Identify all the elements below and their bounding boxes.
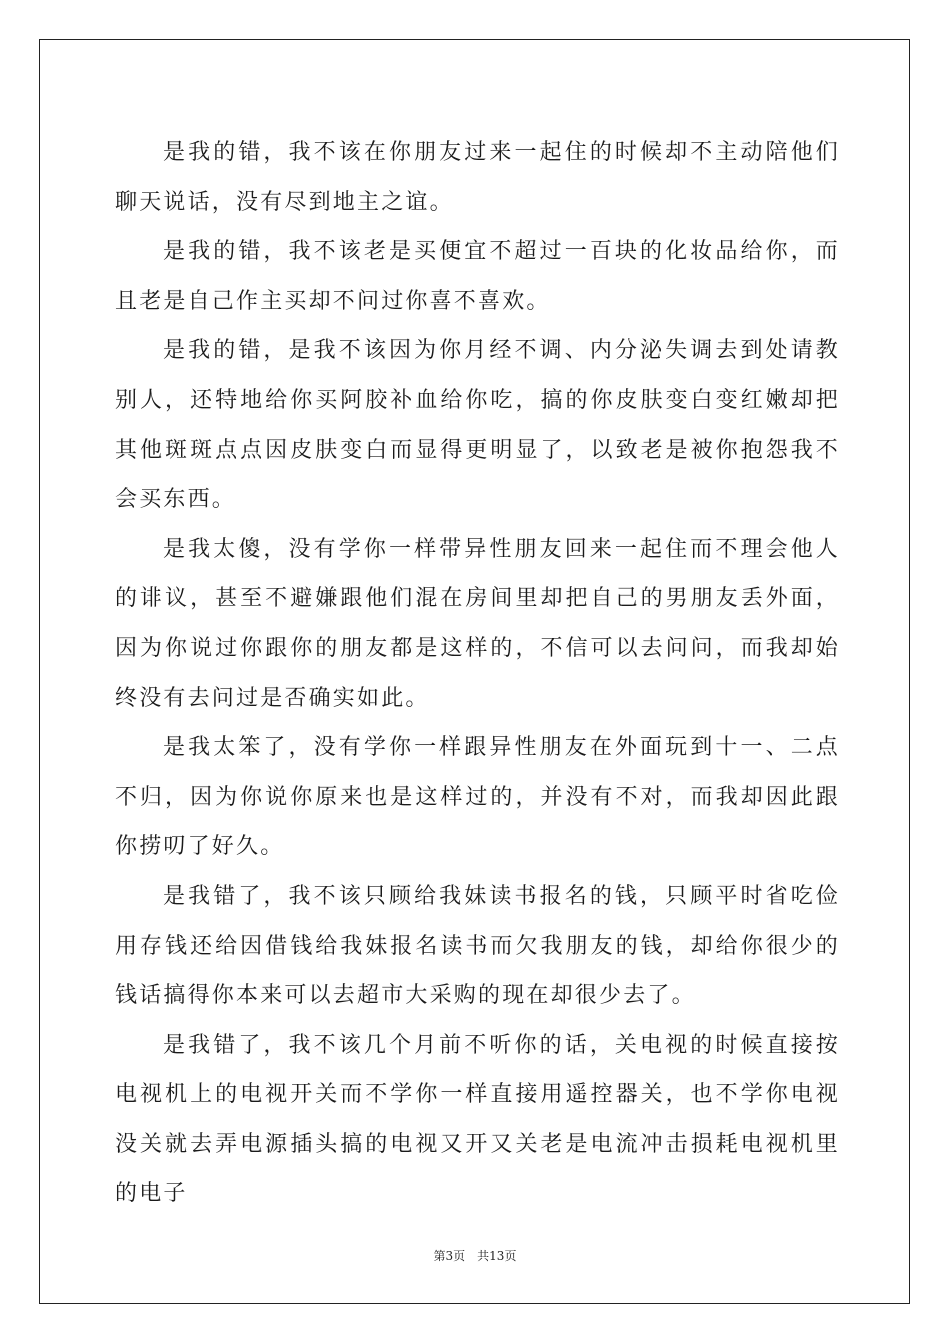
paragraph: 是我太笨了，没有学你一样跟异性朋友在外面玩到十一、二点不归，因为你说你原来也是这样过的，并没有不对，而我却因此跟你捞叨了好久。 <box>115 735 840 860</box>
paragraph: 是我错了，我不该几个月前不听你的话，关电视的时候直接按电视机上的电视开关而不学你一样直接用遥控器关，也不学你电视没关就去弄电源插头搞的电视又开又关老是电流冲击损耗电视机里的电子 <box>115 1032 840 1207</box>
page-total: 共13页 <box>477 1249 517 1263</box>
document-body <box>115 128 840 1219</box>
paragraph: 是我的错，我不该老是买便宜不超过一百块的化妆品给你，而且老是自己作主买却不问过你喜不喜欢。 <box>115 239 840 314</box>
paragraph: 是我的错，我不该在你朋友过来一起住的时候却不主动陪他们聊天说话，没有尽到地主之谊。 <box>115 140 840 215</box>
paragraph: 是我错了，我不该只顾给我妹读书报名的钱，只顾平时省吃俭用存钱还给因借钱给我妹报名读书而欠我朋友的钱，却给你很少的钱话搞得你本来可以去超市大采购的现在却很少去了。 <box>115 883 840 1009</box>
page-footer <box>0 1247 950 1264</box>
paragraph: 是我的错，是我不该因为你月经不调、内分泌失调去到处请教别人，还特地给你买阿胶补血给你吃，搞的你皮肤变白变红嫩却把其他斑斑点点因皮肤变白而显得更明显了，以致老是被你抱怨我不会买东西。 <box>115 338 840 513</box>
paragraph: 是我太傻，没有学你一样带异性朋友回来一起住而不理会他人的诽议，甚至不避嫌跟他们混在房间里却把自己的男朋友丢外面，因为你说过你跟你的朋友都是这样的，不信可以去问问，而我却始终没有去问过是否确实如此。 <box>115 536 840 711</box>
page-number: 第3页 <box>433 1249 466 1263</box>
